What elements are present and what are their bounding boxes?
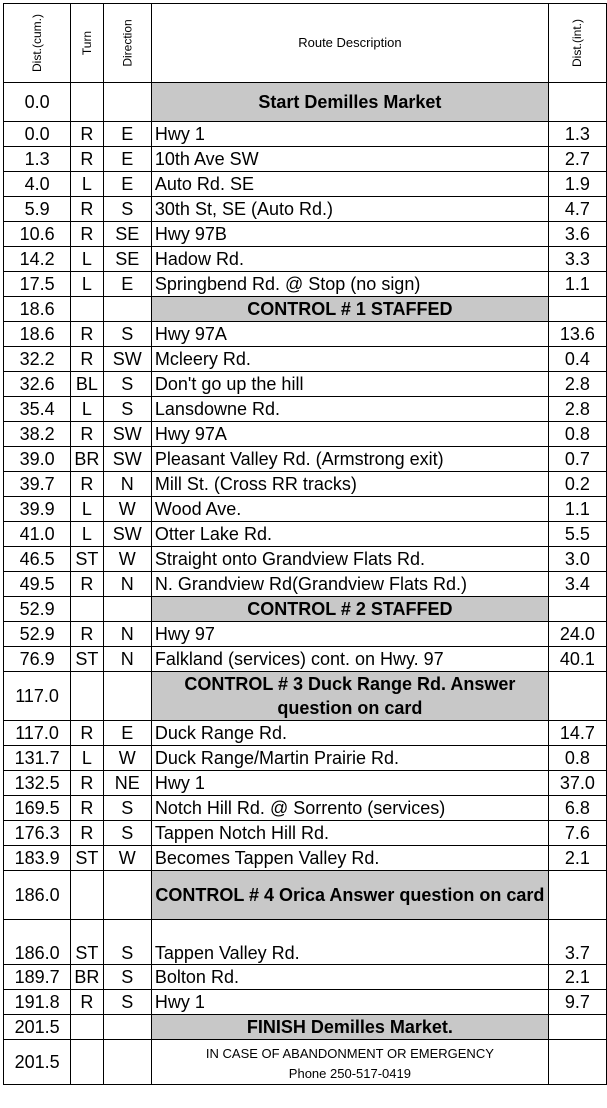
direction-cell: S (103, 920, 151, 965)
dist-int-cell: 9.7 (548, 990, 606, 1015)
control-3-row (4, 672, 607, 721)
turn-cell: ST (71, 920, 103, 965)
dist-int-cell: 6.8 (548, 796, 606, 821)
dist-int-cell: 1.1 (548, 272, 606, 297)
turn-cell: L (71, 272, 103, 297)
dist-cum-cell: 39.7 (4, 472, 71, 497)
dist-int-cell: 3.3 (548, 247, 606, 272)
direction-cell: N (103, 472, 151, 497)
direction-cell: SW (103, 447, 151, 472)
description-cell: Duck Range Rd. (151, 721, 548, 746)
dist-cum-cell: 186.0 (4, 920, 71, 965)
dist-int-cell: 4.7 (548, 197, 606, 222)
dist-int-cell: 14.7 (548, 721, 606, 746)
finish-row-label: FINISH Demilles Market. (151, 1015, 548, 1040)
description-cell: Hwy 97 (151, 622, 548, 647)
route-step-row (4, 222, 607, 247)
description-cell: Hwy 97A (151, 322, 548, 347)
dist-cum-cell: 35.4 (4, 397, 71, 422)
dist-int-cell: 1.1 (548, 497, 606, 522)
dist-cum-cell: 176.3 (4, 821, 71, 846)
route-step-row (4, 721, 607, 746)
route-step-row (4, 547, 607, 572)
description-cell: Hadow Rd. (151, 247, 548, 272)
control-3-row-dist: 117.0 (4, 672, 71, 721)
turn-cell: BL (71, 372, 103, 397)
empty-cell (71, 871, 103, 920)
dist-int-cell: 40.1 (548, 647, 606, 672)
route-step-row (4, 197, 607, 222)
empty-cell (103, 672, 151, 721)
turn-cell: L (71, 172, 103, 197)
route-step-row (4, 372, 607, 397)
turn-cell: L (71, 497, 103, 522)
direction-cell: N (103, 572, 151, 597)
dist-cum-cell: 46.5 (4, 547, 71, 572)
description-cell: Springbend Rd. @ Stop (no sign) (151, 272, 548, 297)
finish-row (4, 1015, 607, 1040)
empty-cell (103, 1015, 151, 1040)
control-4-row (4, 871, 607, 920)
dist-cum-cell: 10.6 (4, 222, 71, 247)
route-step-row (4, 572, 607, 597)
dist-int-cell: 5.5 (548, 522, 606, 547)
emergency-line: IN CASE OF ABANDONMENT OR EMERGENCY (205, 1046, 494, 1061)
route-step-row (4, 272, 607, 297)
dist-int-cell: 2.8 (548, 397, 606, 422)
dist-cum-cell: 76.9 (4, 647, 71, 672)
dist-cum-cell: 183.9 (4, 846, 71, 871)
description-cell: Wood Ave. (151, 497, 548, 522)
turn-cell: BR (71, 447, 103, 472)
empty-cell (548, 83, 606, 122)
control-4-row-label: CONTROL # 4 Orica Answer question on card (151, 871, 548, 920)
direction-cell: SW (103, 347, 151, 372)
emergency-phone: Phone 250-517-0419 (288, 1066, 411, 1081)
control-1-row-label: CONTROL # 1 STAFFED (151, 297, 548, 322)
dist-int-cell: 3.7 (548, 920, 606, 965)
dist-cum-cell: 189.7 (4, 965, 71, 990)
description-cell: Hwy 1 (151, 771, 548, 796)
dist-int-cell: 3.6 (548, 222, 606, 247)
description-cell: Tappen Valley Rd. (151, 920, 548, 965)
route-step-row (4, 122, 607, 147)
turn-cell: R (71, 147, 103, 172)
dist-int-cell: 0.7 (548, 447, 606, 472)
direction-cell: SW (103, 522, 151, 547)
description-cell: Pleasant Valley Rd. (Armstrong exit) (151, 447, 548, 472)
dist-int-cell: 24.0 (548, 622, 606, 647)
route-step-row (4, 497, 607, 522)
description-cell: Falkland (services) cont. on Hwy. 97 (151, 647, 548, 672)
direction-cell: N (103, 622, 151, 647)
direction-cell: E (103, 122, 151, 147)
turn-cell: R (71, 322, 103, 347)
route-step-row (4, 447, 607, 472)
dist-cum-cell: 49.5 (4, 572, 71, 597)
header-direction: Direction (103, 4, 151, 83)
dist-cum-cell: 39.0 (4, 447, 71, 472)
route-step-row (4, 622, 607, 647)
direction-cell: S (103, 965, 151, 990)
dist-int-cell: 2.1 (548, 846, 606, 871)
route-step-row (4, 397, 607, 422)
description-cell: N. Grandview Rd(Grandview Flats Rd.) (151, 572, 548, 597)
route-step-row (4, 965, 607, 990)
dist-int-cell: 1.3 (548, 122, 606, 147)
empty-cell (103, 1040, 151, 1085)
header-dist-cum: Dist.(cum.) (4, 4, 71, 83)
empty-cell (71, 83, 103, 122)
turn-cell: BR (71, 965, 103, 990)
direction-cell: NE (103, 771, 151, 796)
empty-cell (71, 1040, 103, 1085)
turn-cell: R (71, 347, 103, 372)
empty-cell (103, 83, 151, 122)
description-cell: Mcleery Rd. (151, 347, 548, 372)
turn-cell: R (71, 572, 103, 597)
dist-int-cell: 3.0 (548, 547, 606, 572)
route-step-row (4, 147, 607, 172)
dist-int-cell: 2.7 (548, 147, 606, 172)
description-cell: Duck Range/Martin Prairie Rd. (151, 746, 548, 771)
direction-cell: W (103, 846, 151, 871)
emergency-info (151, 1040, 548, 1085)
description-cell: Hwy 1 (151, 990, 548, 1015)
route-step-row (4, 347, 607, 372)
dist-cum-cell: 5.9 (4, 197, 71, 222)
header-route-description: Route Description (151, 4, 548, 83)
dist-int-cell: 0.8 (548, 422, 606, 447)
empty-cell (548, 597, 606, 622)
direction-cell: E (103, 172, 151, 197)
empty-cell (548, 1040, 606, 1085)
direction-cell: S (103, 197, 151, 222)
dist-int-cell: 2.1 (548, 965, 606, 990)
route-step-row (4, 472, 607, 497)
route-table (3, 3, 607, 1085)
direction-cell: S (103, 322, 151, 347)
dist-int-cell: 13.6 (548, 322, 606, 347)
empty-cell (548, 1015, 606, 1040)
description-cell: Notch Hill Rd. @ Sorrento (services) (151, 796, 548, 821)
dist-int-cell: 0.2 (548, 472, 606, 497)
dist-cum-cell: 1.3 (4, 147, 71, 172)
turn-cell: L (71, 522, 103, 547)
route-step-row (4, 796, 607, 821)
emergency-dist: 201.5 (4, 1040, 71, 1085)
control-3-row-label: CONTROL # 3 Duck Range Rd. Answer question on card (151, 672, 548, 721)
direction-cell: SE (103, 222, 151, 247)
turn-cell: R (71, 721, 103, 746)
empty-cell (103, 597, 151, 622)
direction-cell: SW (103, 422, 151, 447)
turn-cell: ST (71, 846, 103, 871)
route-step-row (4, 322, 607, 347)
control-1-row (4, 297, 607, 322)
description-cell: Becomes Tappen Valley Rd. (151, 846, 548, 871)
empty-cell (103, 871, 151, 920)
description-cell: Hwy 97A (151, 422, 548, 447)
dist-cum-cell: 52.9 (4, 622, 71, 647)
description-cell: Straight onto Grandview Flats Rd. (151, 547, 548, 572)
direction-cell: E (103, 147, 151, 172)
start-label: Start Demilles Market (151, 83, 548, 122)
turn-cell: R (71, 222, 103, 247)
dist-cum-cell: 32.6 (4, 372, 71, 397)
dist-cum-cell: 14.2 (4, 247, 71, 272)
finish-row-dist: 201.5 (4, 1015, 71, 1040)
route-step-row (4, 422, 607, 447)
dist-int-cell: 7.6 (548, 821, 606, 846)
empty-cell (71, 1015, 103, 1040)
route-step-row (4, 771, 607, 796)
route-step-row (4, 821, 607, 846)
start-dist: 0.0 (4, 83, 71, 122)
dist-int-cell: 3.4 (548, 572, 606, 597)
direction-cell: S (103, 796, 151, 821)
route-step-row (4, 522, 607, 547)
turn-cell: R (71, 622, 103, 647)
route-step-row (4, 990, 607, 1015)
dist-cum-cell: 32.2 (4, 347, 71, 372)
header-dist-int: Dist.(int.) (548, 4, 606, 83)
route-step-row (4, 920, 607, 965)
dist-int-cell: 2.8 (548, 372, 606, 397)
header-row (4, 4, 607, 83)
dist-cum-cell: 41.0 (4, 522, 71, 547)
empty-cell (548, 297, 606, 322)
description-cell: Mill St. (Cross RR tracks) (151, 472, 548, 497)
dist-cum-cell: 38.2 (4, 422, 71, 447)
direction-cell: S (103, 372, 151, 397)
turn-cell: R (71, 472, 103, 497)
dist-cum-cell: 4.0 (4, 172, 71, 197)
turn-cell: R (71, 122, 103, 147)
header-turn: Turn (71, 4, 103, 83)
direction-cell: S (103, 990, 151, 1015)
emergency-row (4, 1040, 607, 1085)
direction-cell: W (103, 746, 151, 771)
direction-cell: SE (103, 247, 151, 272)
dist-cum-cell: 39.9 (4, 497, 71, 522)
turn-cell: L (71, 397, 103, 422)
description-cell: Don't go up the hill (151, 372, 548, 397)
dist-cum-cell: 132.5 (4, 771, 71, 796)
description-cell: Hwy 1 (151, 122, 548, 147)
dist-int-cell: 0.4 (548, 347, 606, 372)
description-cell: 10th Ave SW (151, 147, 548, 172)
description-cell: Bolton Rd. (151, 965, 548, 990)
description-cell: Otter Lake Rd. (151, 522, 548, 547)
dist-int-cell: 37.0 (548, 771, 606, 796)
dist-cum-cell: 117.0 (4, 721, 71, 746)
route-step-row (4, 746, 607, 771)
control-2-row (4, 597, 607, 622)
dist-cum-cell: 0.0 (4, 122, 71, 147)
description-cell: Tappen Notch Hill Rd. (151, 821, 548, 846)
turn-cell: R (71, 197, 103, 222)
turn-cell: ST (71, 547, 103, 572)
start-row (4, 83, 607, 122)
turn-cell: R (71, 821, 103, 846)
empty-cell (71, 672, 103, 721)
empty-cell (71, 297, 103, 322)
dist-cum-cell: 17.5 (4, 272, 71, 297)
description-cell: Lansdowne Rd. (151, 397, 548, 422)
description-cell: 30th St, SE (Auto Rd.) (151, 197, 548, 222)
turn-cell: L (71, 247, 103, 272)
empty-cell (103, 297, 151, 322)
empty-cell (71, 597, 103, 622)
direction-cell: S (103, 397, 151, 422)
turn-cell: ST (71, 647, 103, 672)
empty-cell (548, 672, 606, 721)
dist-int-cell: 0.8 (548, 746, 606, 771)
direction-cell: W (103, 497, 151, 522)
direction-cell: W (103, 547, 151, 572)
description-cell: Hwy 97B (151, 222, 548, 247)
route-step-row (4, 846, 607, 871)
direction-cell: E (103, 272, 151, 297)
dist-cum-cell: 191.8 (4, 990, 71, 1015)
direction-cell: N (103, 647, 151, 672)
turn-cell: L (71, 746, 103, 771)
description-cell: Auto Rd. SE (151, 172, 548, 197)
turn-cell: R (71, 796, 103, 821)
turn-cell: R (71, 990, 103, 1015)
control-4-row-dist: 186.0 (4, 871, 71, 920)
turn-cell: R (71, 422, 103, 447)
control-2-row-label: CONTROL # 2 STAFFED (151, 597, 548, 622)
control-1-row-dist: 18.6 (4, 297, 71, 322)
direction-cell: E (103, 721, 151, 746)
dist-cum-cell: 131.7 (4, 746, 71, 771)
route-step-row (4, 172, 607, 197)
dist-int-cell: 1.9 (548, 172, 606, 197)
direction-cell: S (103, 821, 151, 846)
control-2-row-dist: 52.9 (4, 597, 71, 622)
empty-cell (548, 871, 606, 920)
turn-cell: R (71, 771, 103, 796)
dist-cum-cell: 169.5 (4, 796, 71, 821)
route-step-row (4, 247, 607, 272)
route-step-row (4, 647, 607, 672)
dist-cum-cell: 18.6 (4, 322, 71, 347)
